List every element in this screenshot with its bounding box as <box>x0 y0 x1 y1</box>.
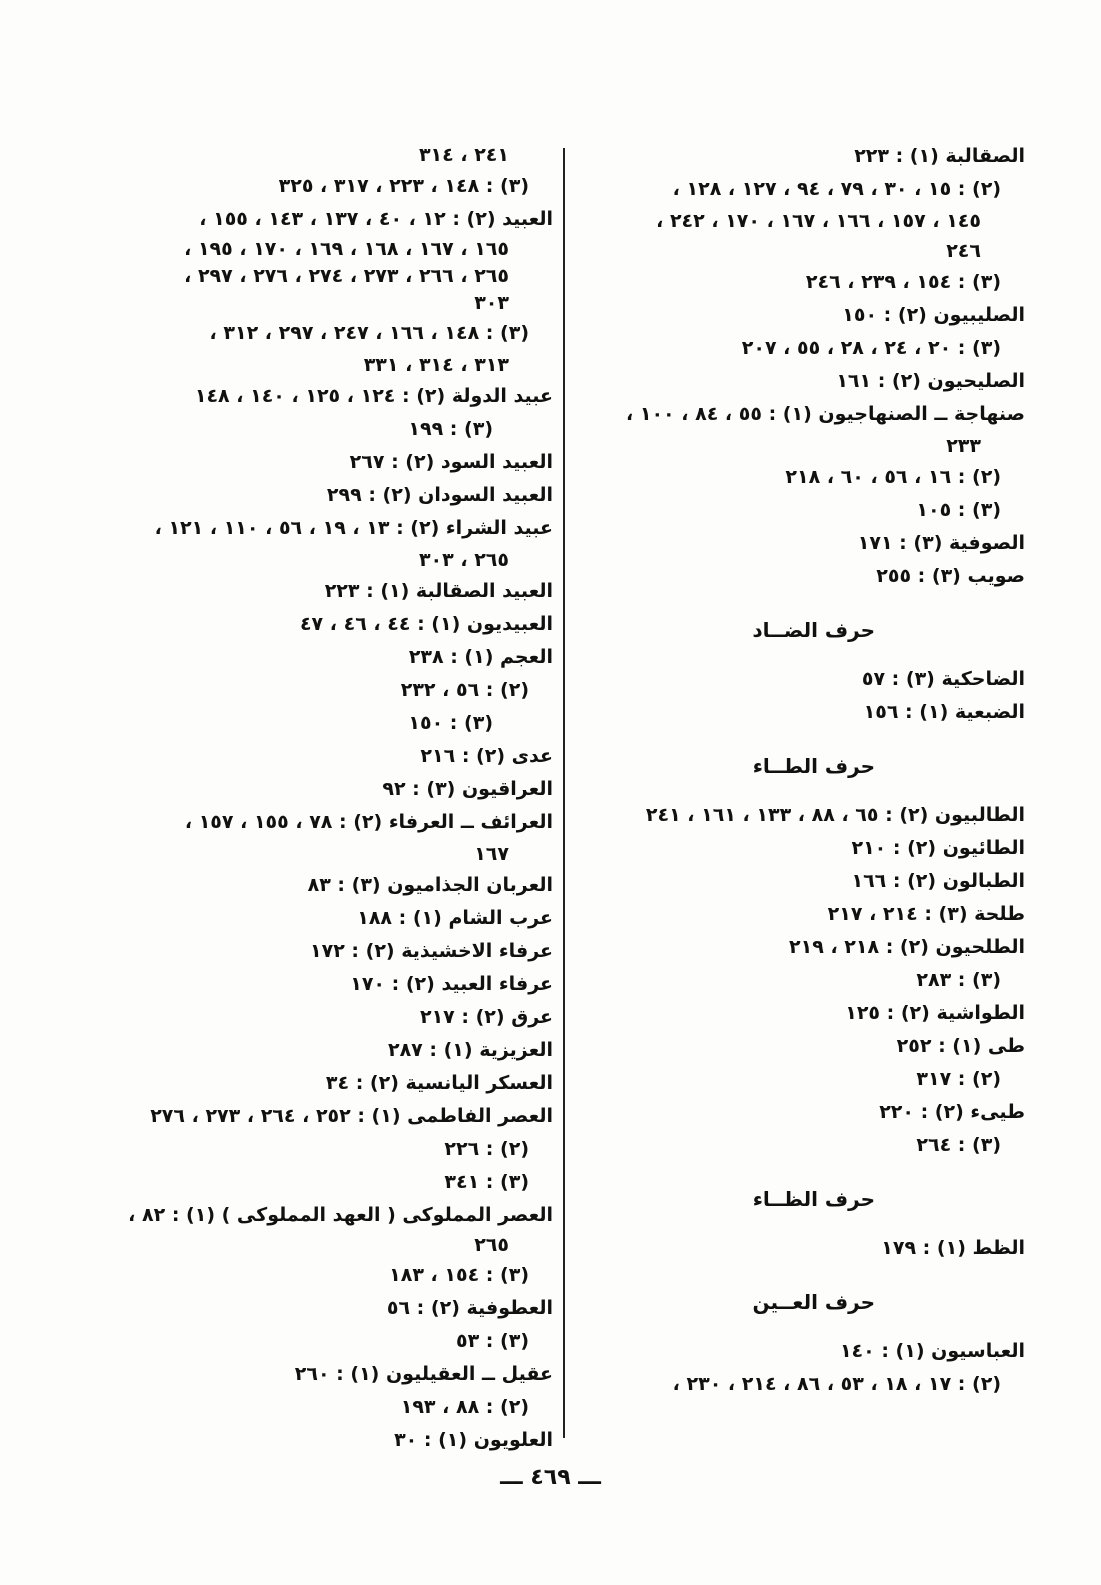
index-entry: الضاحكية (٣) : ٥٧ <box>861 668 1025 690</box>
index-entry-continuation: (٢) : ١٦ ، ٥٦ ، ٦٠ ، ٢١٨ <box>785 466 1001 488</box>
index-entry: العبيد السود (٢) : ٢٦٧ <box>349 451 553 473</box>
index-entry-continuation: ١٦٧ <box>474 843 509 865</box>
page-number: ـــ ٤٦٩ ـــ <box>500 1465 601 1490</box>
index-entry: عدى (٢) : ٢١٦ <box>420 745 553 767</box>
index-entry: العصر الفاطمى (١) : ٢٥٢ ، ٢٦٤ ، ٢٧٣ ، ٢٧٦ <box>150 1105 553 1127</box>
index-entry-continuation: ٢٤٦ <box>946 240 981 262</box>
index-entry: الطالبيون (٢) : ٦٥ ، ٨٨ ، ١٣٣ ، ١٦١ ، ٢٤١ <box>645 804 1025 826</box>
index-entry: طلحة (٣) : ٢١٤ ، ٢١٧ <box>827 903 1025 925</box>
index-entry: الصليحيون (٢) : ١٦١ <box>836 370 1025 392</box>
index-entry: عرب الشام (١) : ١٨٨ <box>357 907 553 929</box>
index-entry-continuation: ٢٣٣ <box>946 435 981 457</box>
index-entry: العبيديون (١) : ٤٤ ، ٤٦ ، ٤٧ <box>299 613 553 635</box>
index-entry: الظط (١) : ١٧٩ <box>881 1237 1025 1259</box>
index-entry: العزيزية (١) : ٢٨٧ <box>387 1039 553 1061</box>
index-entry-continuation: (٢) : ٣١٧ <box>916 1068 1001 1090</box>
index-entry-continuation: ١٤٥ ، ١٥٧ ، ١٦٦ ، ١٦٧ ، ١٧٠ ، ٢٤٢ ، <box>656 210 981 232</box>
index-entry: عرفاء الاخشيذية (٢) : ١٧٢ <box>310 940 553 962</box>
index-entry-continuation: ٢٦٥ ، ٢٦٦ ، ٢٧٣ ، ٢٧٤ ، ٢٧٦ ، ٢٩٧ ، <box>184 265 509 287</box>
index-entry: الصليبيون (٢) : ١٥٠ <box>842 304 1025 326</box>
index-entry: عرفاء العبيد (٢) : ١٧٠ <box>350 973 553 995</box>
right-column <box>585 140 1025 1401</box>
index-entry-continuation: (٢) : ١٥ ، ٣٠ ، ٧٩ ، ٩٤ ، ١٢٧ ، ١٢٨ ، <box>672 178 1001 200</box>
index-entry: الطواشية (٢) : ١٢٥ <box>845 1002 1025 1024</box>
index-entry: صنهاجة ــ الصنهاجيون (١) : ٥٥ ، ٨٤ ، ١٠٠ ، <box>626 403 1025 425</box>
index-entry-continuation: ٢٦٥ <box>474 1234 509 1256</box>
index-entry-continuation: (٣) : ١٩٩ <box>408 418 493 440</box>
index-entry: العرائف ــ العرفاء (٢) : ٧٨ ، ١٥٥ ، ١٥٧ ، <box>184 811 553 833</box>
index-entry: عبيد الشراء (٢) : ١٣ ، ١٩ ، ٥٦ ، ١١٠ ، ١٢١ ، <box>154 517 553 539</box>
index-entry-continuation: (٣) : ٢٠ ، ٢٤ ، ٢٨ ، ٥٥ ، ٢٠٧ <box>741 337 1001 359</box>
index-entry-continuation: (٢) : ٥٦ ، ٢٣٢ <box>400 679 529 701</box>
index-entry-continuation: (٣) : ١٠٥ <box>916 499 1001 521</box>
index-entry-continuation: (٢) : ١٧ ، ١٨ ، ٥٣ ، ٨٦ ، ٢١٤ ، ٢٣٠ ، <box>672 1373 1001 1395</box>
index-entry: الضبعية (١) : ١٥٦ <box>863 701 1025 723</box>
index-entry: طى (١) : ٢٥٢ <box>896 1035 1025 1057</box>
section-heading: حرف الضــاد <box>752 618 875 642</box>
index-entry: الصقالبة (١) : ٢٢٣ <box>854 145 1025 167</box>
index-entry: العسكر اليانسية (٢) : ٣٤ <box>325 1072 553 1094</box>
index-entry: طيىء (٢) : ٢٢٠ <box>879 1101 1025 1123</box>
index-entry: العراقيون (٣) : ٩٢ <box>382 778 553 800</box>
index-entry-continuation: ٣١٣ ، ٣١٤ ، ٣٣١ <box>363 354 509 376</box>
index-entry-continuation: (٣) : ٢٨٣ <box>916 969 1001 991</box>
index-entry: العبيد (٢) : ١٢ ، ٤٠ ، ١٣٧ ، ١٤٣ ، ١٥٥ ، <box>199 208 553 230</box>
index-entry-continuation: (٣) : ١٤٨ ، ١٦٦ ، ٢٤٧ ، ٢٩٧ ، ٣١٢ ، <box>209 322 529 344</box>
section-heading: حرف الظــاء <box>752 1187 875 1211</box>
index-entry-continuation: (٢) : ٨٨ ، ١٩٣ <box>400 1396 529 1418</box>
left-column <box>108 140 553 1457</box>
index-entry-continuation: (٣) : ٣٤١ <box>444 1171 529 1193</box>
index-entry-continuation: ٣٠٣ <box>474 292 509 314</box>
index-entry-continuation: (٣) : ١٥٤ ، ١٨٣ <box>389 1264 529 1286</box>
index-entry: عبيد الدولة (٢) : ١٢٤ ، ١٢٥ ، ١٤٠ ، ١٤٨ <box>194 385 553 407</box>
index-entry-continuation: (٣) : ٢٦٤ <box>916 1134 1001 1156</box>
index-entry: الطائيون (٢) : ٢١٠ <box>851 837 1025 859</box>
index-entry: الطبالون (٢) : ١٦٦ <box>851 870 1025 892</box>
index-entry: العلويون (١) : ٣٠ <box>394 1429 553 1451</box>
index-entry: عقيل ــ العقيليون (١) : ٢٦٠ <box>294 1363 553 1385</box>
section-heading: حرف الطــاء <box>752 754 875 778</box>
index-entry-continuation: ١٦٥ ، ١٦٧ ، ١٦٨ ، ١٦٩ ، ١٧٠ ، ١٩٥ ، <box>184 238 509 260</box>
index-entry-continuation: ٢٦٥ ، ٣٠٣ <box>418 549 509 571</box>
index-entry: عرق (٢) : ٢١٧ <box>419 1006 553 1028</box>
index-entry-continuation: (٣) : ١٥٠ <box>408 712 493 734</box>
index-entry: العربان الجذاميون (٣) : ٨٣ <box>307 874 553 896</box>
index-entry: العجم (١) : ٢٣٨ <box>408 646 553 668</box>
index-entry: الصوفية (٣) : ١٧١ <box>857 532 1025 554</box>
index-entry: العباسيون (١) : ١٤٠ <box>839 1340 1025 1362</box>
section-heading: حرف العــين <box>752 1290 875 1314</box>
index-entry: العصر المملوكى ( العهد المملوكى ) (١) : ٨٢ ، <box>128 1204 553 1226</box>
index-entry: العبيد السودان (٢) : ٢٩٩ <box>326 484 553 506</box>
index-entry: العطوفية (٢) : ٥٦ <box>386 1297 553 1319</box>
index-entry-continuation: ٢٤١ ، ٣١٤ <box>418 144 509 166</box>
index-entry-continuation: (٢) : ٢٢٦ <box>444 1138 529 1160</box>
index-entry-continuation: (٣) : ١٤٨ ، ٢٢٣ ، ٣١٧ ، ٣٢٥ <box>278 175 529 197</box>
index-entry-continuation: (٣) : ١٥٤ ، ٢٣٩ ، ٢٤٦ <box>805 271 1001 293</box>
index-entry: الطلحيون (٢) : ٢١٨ ، ٢١٩ <box>789 936 1025 958</box>
column-divider <box>563 148 565 1438</box>
index-entry-continuation: (٣) : ٥٣ <box>455 1330 529 1352</box>
index-entry: العبيد الصقالبة (١) : ٢٢٣ <box>324 580 553 602</box>
index-entry: صويب (٣) : ٢٥٥ <box>876 565 1025 587</box>
